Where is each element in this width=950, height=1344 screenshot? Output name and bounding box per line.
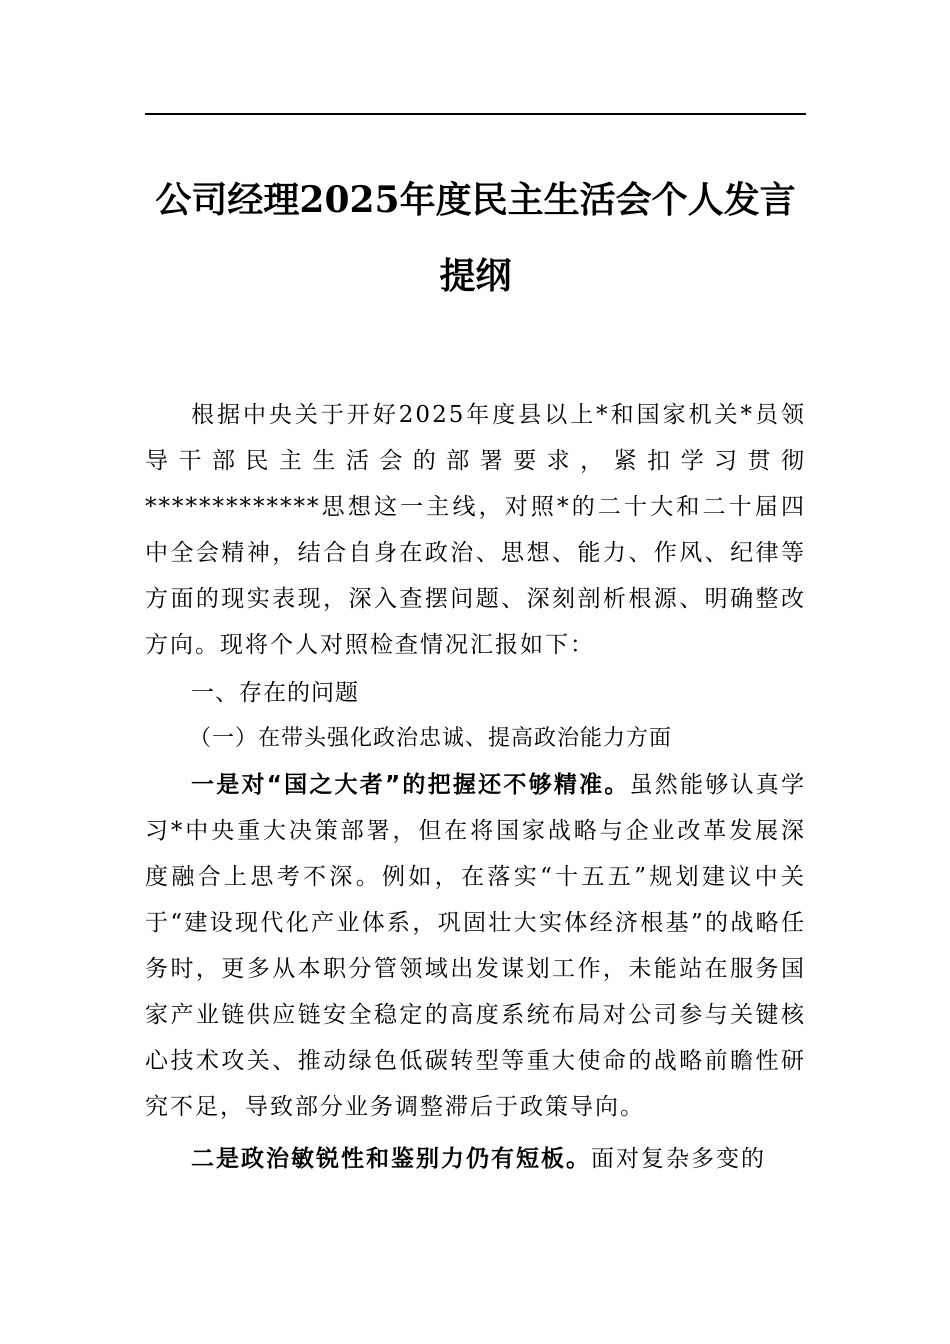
section-heading: 一、存在的问题 [191,680,359,706]
header-rule [145,113,806,115]
point-lead-1: 一是对“国之大者”的把握还不够精准。 [191,772,630,798]
point-text-2: 面对复杂多变的 [591,1146,766,1172]
intro-paragraph: 根据中央关于开好2025年度县以上*和国家机关*员领导干部民主生活会的部署要求，紧扣学习贯彻*************思想这一主线，对照*的二十大和二十届四中全会精神，结合自身在政治、思想、能力、作风、纪律等方面的现实表现，深入查摆问题、深刻剖析根源、明确整改方向。现将个人对照检查情况汇报如下： [145,402,806,658]
document-body [145,392,806,1182]
subsection-heading: （一）在带头强化政治忠诚、提高政治能力方面 [189,726,673,751]
document-title: 公司经理2025年度民主生活会个人发言提纲 [155,179,796,297]
point-text-1: 虽然能够认真学习*中央重大决策部署，但在将国家战略与企业改革发展深度融合上思考不深。例如，在落实“十五五”规划建议中关于“建设现代化产业体系，巩固壮大实体经济根基”的战略任务时，更多从本职分管领域出发谋划工作，未能站在服务国家产业链供应链安全稳定的高度系统布局对公司参与关键核心技术攻关、推动绿色低碳转型等重大使命的战略前瞻性研究不足，导致部分业务调整滞后于政策导向。 [145,772,807,1120]
point-paragraph-2 [145,1136,806,1182]
point-paragraph-1 [145,762,806,1130]
point-lead-2: 二是政治敏锐性和鉴别力仍有短板。 [191,1146,591,1172]
